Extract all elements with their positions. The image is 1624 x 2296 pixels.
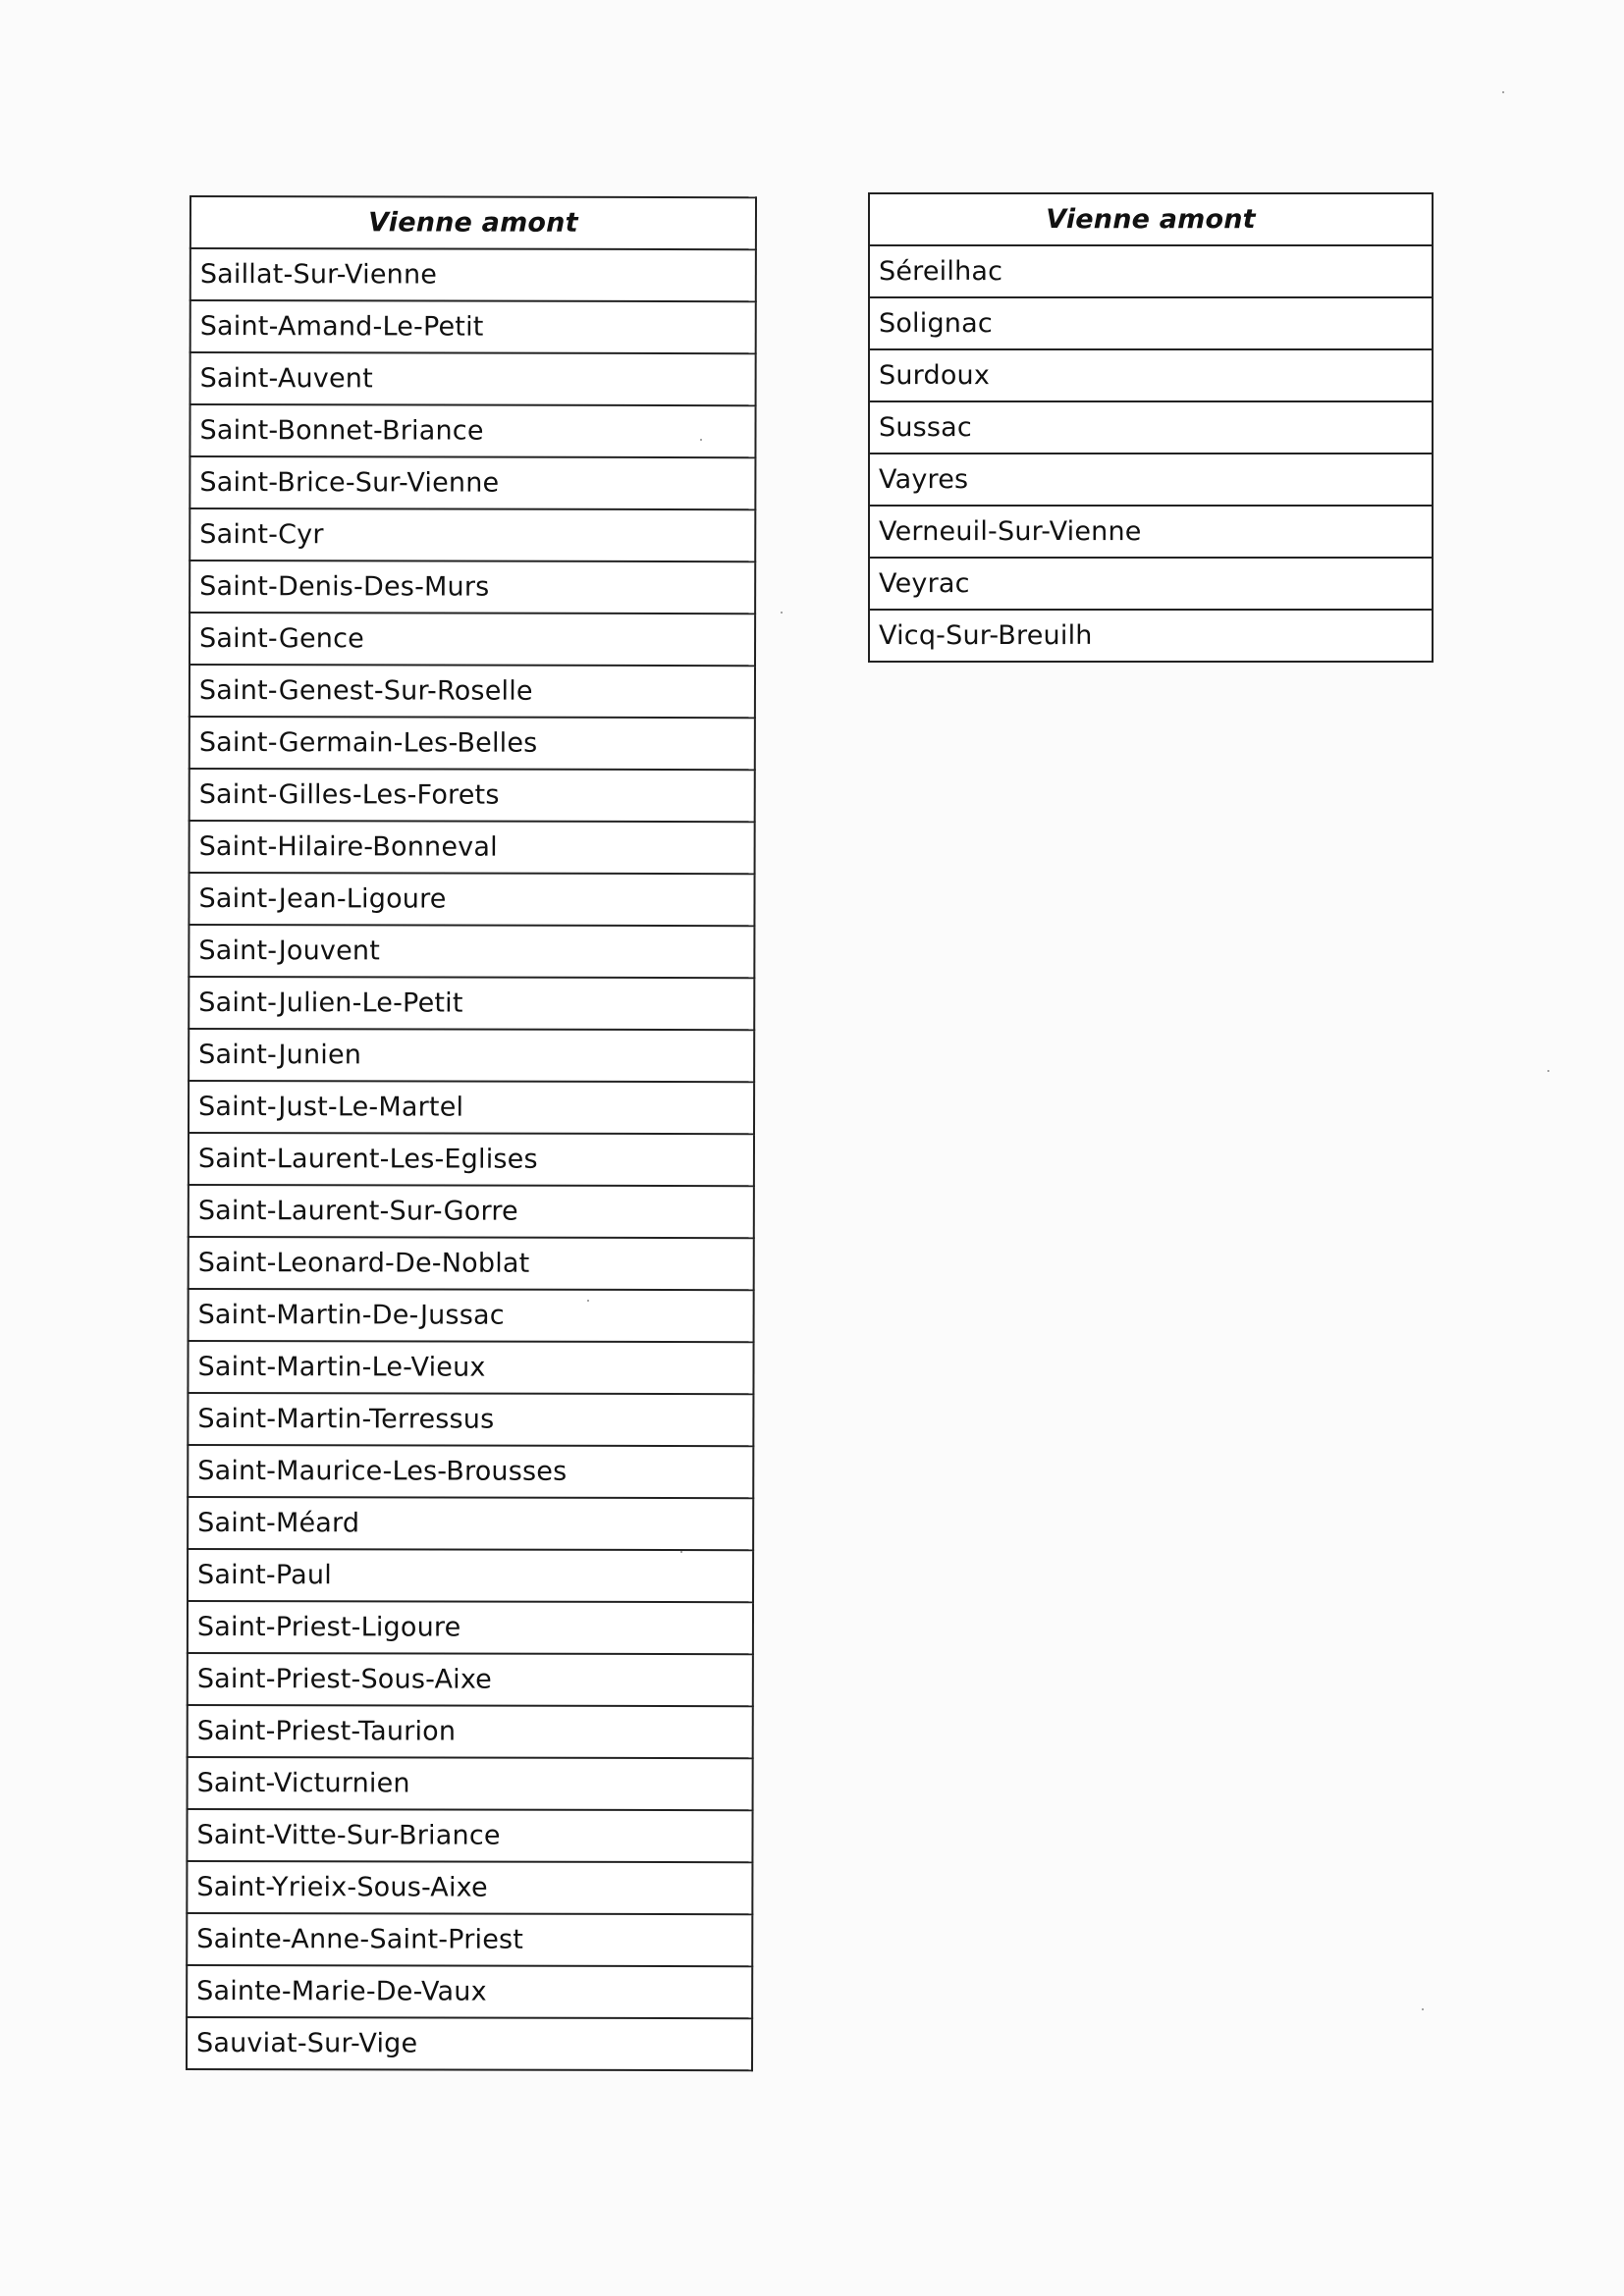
table-row [869,610,1433,662]
commune-name-cell: Solignac [869,297,1433,349]
table-row [188,1497,753,1550]
table-header-vienne-amont: Vienne amont [869,193,1433,245]
table-row [189,1289,754,1342]
table-row [189,1133,754,1186]
table-row [189,925,754,978]
table-row [190,300,756,353]
table-row [869,297,1433,349]
table-row [188,1445,753,1498]
commune-name-cell: Verneuil-Sur-Vienne [869,506,1433,558]
commune-name-cell: Saint-Denis-Des-Murs [189,561,755,614]
table-row [189,717,755,770]
table-row [189,613,755,666]
commune-name-cell: Saint-Martin-Terressus [188,1393,753,1446]
table-row [189,977,754,1030]
commune-name-cell: Saint-Paul [188,1549,753,1602]
scan-speck [680,1551,682,1553]
commune-name-cell: Saint-Priest-Taurion [188,1705,753,1758]
table-header-row [869,193,1433,245]
commune-name-cell: Saillat-Sur-Vienne [190,248,756,301]
commune-name-cell: Saint-Priest-Sous-Aixe [188,1653,753,1706]
communes-table-left [186,195,757,2071]
commune-name-cell: Saint-Genest-Sur-Roselle [189,665,755,718]
table-row [869,401,1433,454]
table-row [869,454,1433,506]
commune-name-cell: Saint-Martin-Le-Vieux [188,1341,753,1394]
commune-name-cell: Vicq-Sur-Breuilh [869,610,1433,662]
table-row [869,506,1433,558]
commune-name-cell: Saint-Méard [188,1497,753,1550]
commune-name-cell: Saint-Cyr [189,508,755,561]
commune-name-cell: Saint-Just-Le-Martel [189,1081,754,1134]
table-header-vienne-amont: Vienne amont [190,196,756,249]
commune-name-cell: Sussac [869,401,1433,454]
commune-name-cell: Vayres [869,454,1433,506]
commune-name-cell: Saint-Junien [189,1029,754,1082]
commune-name-cell: Saint-Laurent-Les-Eglises [189,1133,754,1186]
commune-name-cell: Saint-Jouvent [189,925,754,978]
table-row [189,404,755,457]
scan-speck [1502,91,1504,93]
commune-name-cell: Saint-Laurent-Sur-Gorre [189,1185,754,1238]
commune-name-cell: Saint-Gilles-Les-Forets [189,769,755,822]
table-body-left [187,248,756,2070]
commune-name-cell: Saint-Martin-De-Jussac [189,1289,754,1342]
table-row [189,508,755,561]
commune-name-cell: Saint-Bonnet-Briance [189,404,755,457]
table-row [188,1705,753,1758]
table-row [188,1549,753,1602]
commune-name-cell: Saint-Victurnien [188,1757,753,1810]
scan-speck [1422,2008,1424,2010]
table-row [869,558,1433,610]
scan-speck [587,1300,589,1302]
commune-name-cell: Saint-Priest-Ligoure [188,1601,753,1654]
table-row [189,873,754,926]
table-row [190,248,756,301]
commune-name-cell: Saint-Germain-Les-Belles [189,717,755,770]
table-row [187,1861,752,1914]
table-row [188,1341,753,1394]
table-body-right [869,245,1433,662]
commune-name-cell: Saint-Leonard-De-Noblat [189,1237,754,1290]
table-row [189,769,755,822]
commune-name-cell: Sauviat-Sur-Vige [187,2017,752,2070]
commune-name-cell: Saint-Julien-Le-Petit [189,977,754,1030]
table-row [189,456,755,509]
table-row [189,665,755,718]
scan-speck [700,439,702,441]
commune-name-cell: Sainte-Anne-Saint-Priest [187,1913,752,1966]
commune-name-cell: Saint-Gence [189,613,755,666]
table-row [187,2017,752,2070]
table-row [187,1965,752,2018]
table-row [188,1393,753,1446]
commune-name-cell: Séreilhac [869,245,1433,297]
table-row [190,352,756,405]
table-row [189,561,755,614]
scan-speck [1547,1070,1549,1072]
commune-name-cell: Sainte-Marie-De-Vaux [187,1965,752,2018]
communes-table-right [868,192,1434,663]
table-row [869,245,1433,297]
commune-name-cell: Surdoux [869,349,1433,401]
table-row [189,821,755,874]
table-row [189,1029,754,1082]
commune-name-cell: Veyrac [869,558,1433,610]
commune-name-cell: Saint-Vitte-Sur-Briance [187,1809,752,1862]
commune-name-cell: Saint-Maurice-Les-Brousses [188,1445,753,1498]
commune-name-cell: Saint-Amand-Le-Petit [190,300,756,353]
table-row [189,1081,754,1134]
table-row [869,349,1433,401]
commune-name-cell: Saint-Hilaire-Bonneval [189,821,755,874]
commune-name-cell: Saint-Jean-Ligoure [189,873,754,926]
table-row [189,1237,754,1290]
table-header-row [190,196,756,249]
table-row [188,1757,753,1810]
table-row [187,1913,752,1966]
table-row [189,1185,754,1238]
commune-name-cell: Saint-Yrieix-Sous-Aixe [187,1861,752,1914]
table-row [188,1653,753,1706]
table-row [187,1809,752,1862]
commune-name-cell: Saint-Brice-Sur-Vienne [189,456,755,509]
scan-speck [781,612,783,614]
table-row [188,1601,753,1654]
commune-name-cell: Saint-Auvent [190,352,756,405]
